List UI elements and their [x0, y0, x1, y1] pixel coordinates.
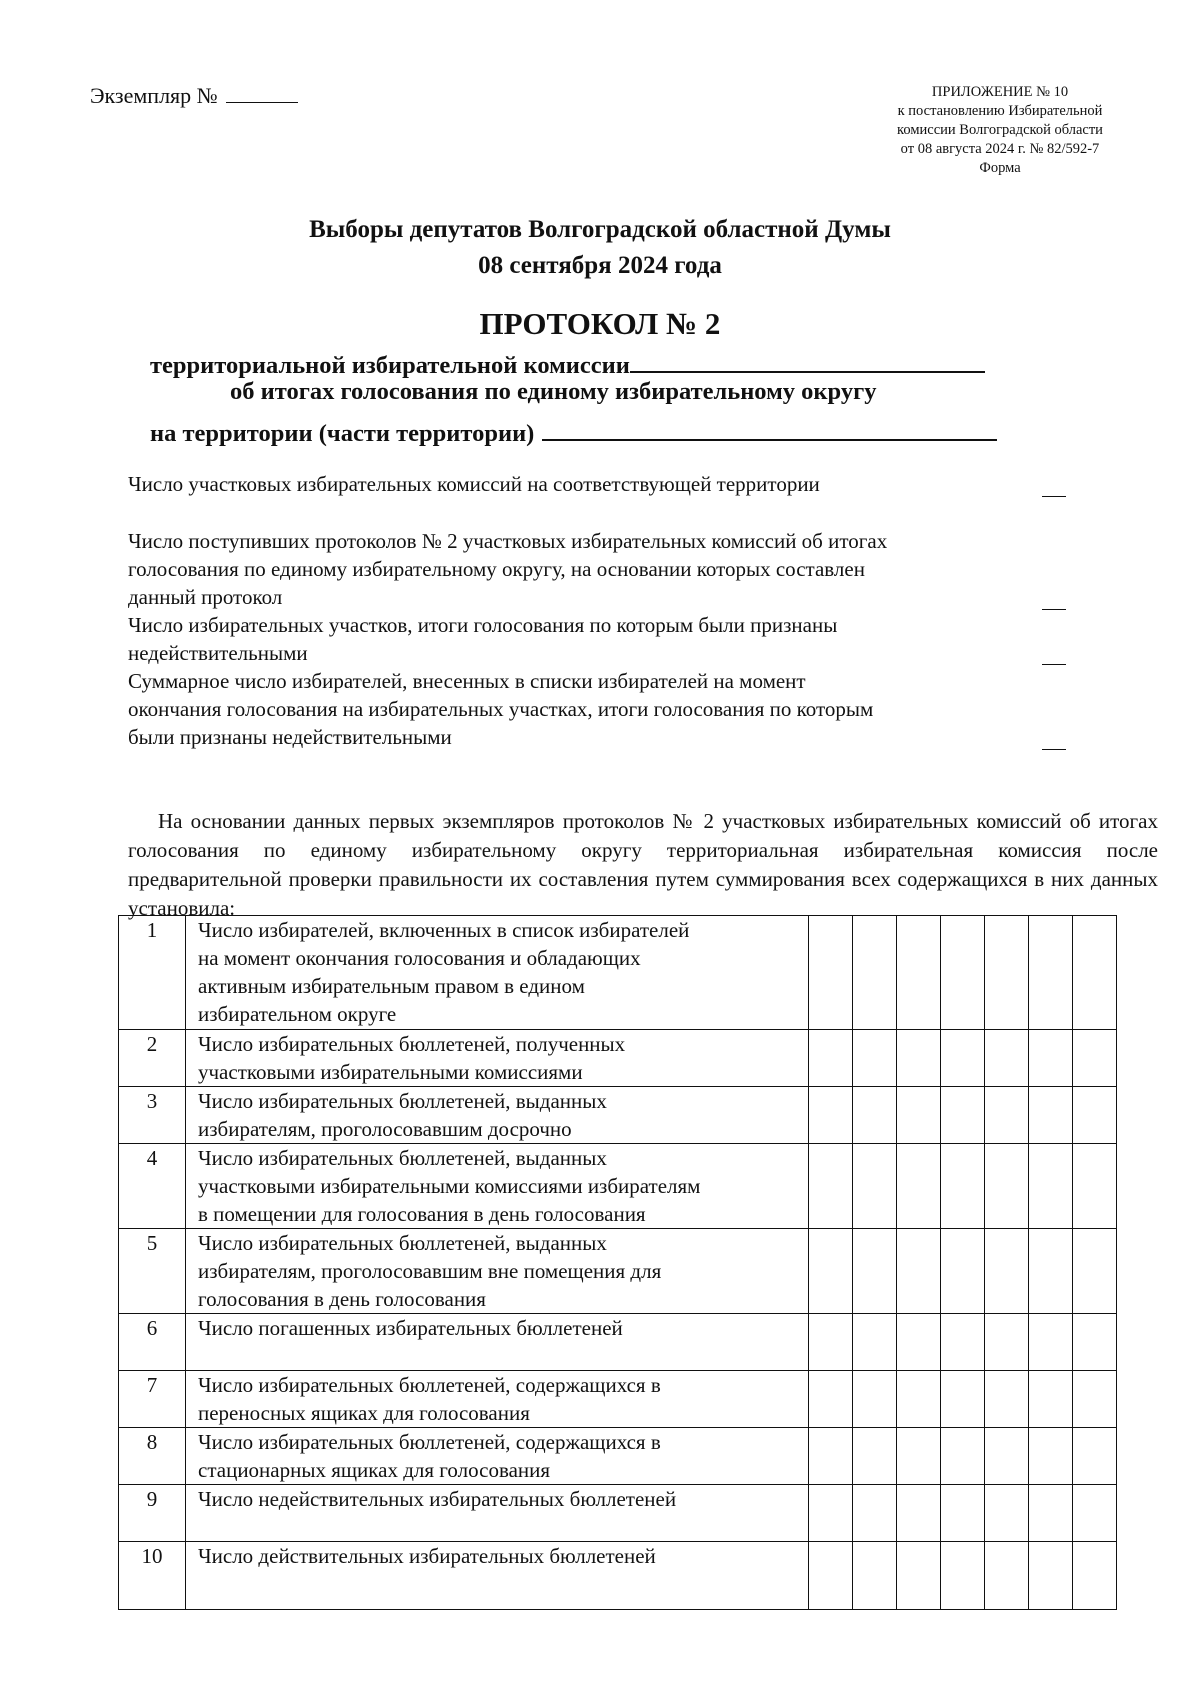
- digit-cell[interactable]: [941, 1314, 985, 1371]
- digit-cell[interactable]: [1029, 1144, 1073, 1229]
- digit-cell[interactable]: [809, 1314, 853, 1371]
- table-row: [119, 1087, 1117, 1144]
- row-number: 6: [119, 1314, 186, 1371]
- digit-cell[interactable]: [809, 1087, 853, 1144]
- row-label: [186, 1229, 809, 1314]
- digit-cell[interactable]: [809, 1542, 853, 1610]
- digit-cell[interactable]: [1073, 1087, 1117, 1144]
- territory-name-field[interactable]: [542, 413, 997, 441]
- row-label: [186, 1485, 809, 1542]
- digit-cell[interactable]: [1073, 1144, 1117, 1229]
- row-number: 3: [119, 1087, 186, 1144]
- digit-cell[interactable]: [897, 916, 941, 1030]
- digit-cell[interactable]: [897, 1371, 941, 1428]
- stat-value-field[interactable]: [1042, 609, 1066, 610]
- table-row: [119, 1229, 1117, 1314]
- results-table: [118, 915, 1117, 1610]
- row-number: 1: [119, 916, 186, 1030]
- row-label: [186, 1314, 809, 1371]
- copy-number-label: Экземпляр №: [90, 83, 218, 108]
- row-number: 4: [119, 1144, 186, 1229]
- digit-cell[interactable]: [897, 1485, 941, 1542]
- row-label-line: на момент окончания голосования и обладающих: [198, 946, 641, 970]
- digit-cell[interactable]: [897, 1144, 941, 1229]
- stat-commissions-count: [128, 470, 1028, 498]
- row-label-line: переносных ящиках для голосования: [198, 1401, 530, 1425]
- digit-cell[interactable]: [985, 1314, 1029, 1371]
- table-row: [119, 1314, 1117, 1371]
- stat-text: Число участковых избирательных комиссий на соответствующей территории: [128, 472, 820, 496]
- row-label-line: голосования в день голосования: [198, 1287, 486, 1311]
- digit-cell[interactable]: [809, 1030, 853, 1087]
- stat-protocols-received: [128, 527, 1028, 611]
- stat-invalid-precincts: [128, 611, 1028, 667]
- digit-cell[interactable]: [1073, 1542, 1117, 1610]
- stat-text: Число избирательных участков, итоги голосования по которым были признаны: [128, 613, 838, 637]
- row-label-line: Число избирательных бюллетеней, содержащихся в: [198, 1373, 661, 1397]
- row-label-line: в помещении для голосования в день голосования: [198, 1202, 646, 1226]
- stat-text: недействительными: [128, 641, 308, 665]
- row-label: [186, 1542, 809, 1610]
- row-label-line: Число недействительных избирательных бюллетеней: [198, 1487, 677, 1511]
- row-label-line: Число избирательных бюллетеней, содержащихся в: [198, 1430, 661, 1454]
- row-label: [186, 1428, 809, 1485]
- digit-cell[interactable]: [985, 916, 1029, 1030]
- table-row: [119, 1428, 1117, 1485]
- table-row: [119, 1371, 1117, 1428]
- digit-cell[interactable]: [1073, 1314, 1117, 1371]
- stat-invalid-voters: [128, 667, 1028, 751]
- row-number: 9: [119, 1485, 186, 1542]
- appendix-line: ПРИЛОЖЕНИЕ № 10: [931, 84, 1069, 100]
- row-label-line: Число избирательных бюллетеней, выданных: [198, 1231, 607, 1255]
- digit-cell[interactable]: [853, 1428, 897, 1485]
- digit-cell[interactable]: [897, 1314, 941, 1371]
- stat-value-field[interactable]: [1042, 496, 1066, 497]
- row-label: [186, 1087, 809, 1144]
- appendix-line: к постановлению Избирательной: [897, 103, 1103, 119]
- row-label-line: Число избирательных бюллетеней, выданных: [198, 1089, 607, 1113]
- digit-cell[interactable]: [809, 1229, 853, 1314]
- digit-cell[interactable]: [985, 1428, 1029, 1485]
- digit-cell[interactable]: [1073, 916, 1117, 1030]
- digit-cell[interactable]: [809, 1485, 853, 1542]
- row-label-line: избирателям, проголосовавшим вне помещения для: [198, 1259, 662, 1283]
- digit-cell[interactable]: [853, 1144, 897, 1229]
- table-row: [119, 1485, 1117, 1542]
- digit-cell[interactable]: [1029, 916, 1073, 1030]
- row-number: 5: [119, 1229, 186, 1314]
- stat-text: Число поступивших протоколов № 2 участковых избирательных комиссий об итогах: [128, 529, 888, 553]
- digit-cell[interactable]: [941, 1229, 985, 1314]
- row-number: 10: [119, 1542, 186, 1610]
- digit-cell[interactable]: [985, 1144, 1029, 1229]
- digit-cell[interactable]: [809, 1428, 853, 1485]
- digit-cell[interactable]: [941, 1371, 985, 1428]
- stat-text: голосования по единому избирательному округу, на основании которых составлен: [128, 557, 865, 581]
- digit-cell[interactable]: [1029, 1087, 1073, 1144]
- stat-text: окончания голосования на избирательных участках, итоги голосования по которым: [128, 697, 874, 721]
- digit-cell[interactable]: [1029, 1229, 1073, 1314]
- digit-cell[interactable]: [853, 1485, 897, 1542]
- row-number: 8: [119, 1428, 186, 1485]
- digit-cell[interactable]: [897, 1087, 941, 1144]
- digit-cell[interactable]: [1029, 1428, 1073, 1485]
- digit-cell[interactable]: [897, 1229, 941, 1314]
- digit-cell[interactable]: [1029, 1314, 1073, 1371]
- digit-cell[interactable]: [985, 1030, 1029, 1087]
- digit-cell[interactable]: [853, 1371, 897, 1428]
- row-label-line: избирательном округе: [198, 1002, 397, 1026]
- digit-cell[interactable]: [853, 1030, 897, 1087]
- digit-cell[interactable]: [1073, 1485, 1117, 1542]
- row-number: 7: [119, 1371, 186, 1428]
- digit-cell[interactable]: [853, 1087, 897, 1144]
- digit-cell[interactable]: [941, 1087, 985, 1144]
- election-heading: [0, 212, 1200, 284]
- appendix-line: комиссии Волгоградской области: [897, 122, 1103, 138]
- row-label-line: участковыми избирательными комиссиями: [198, 1060, 583, 1084]
- row-label-line: Число действительных избирательных бюллетеней: [198, 1544, 656, 1568]
- digit-cell[interactable]: [809, 1371, 853, 1428]
- digit-cell[interactable]: [985, 1542, 1029, 1610]
- table-row: [119, 916, 1117, 1030]
- copy-number-field[interactable]: [226, 84, 298, 103]
- row-label: [186, 916, 809, 1030]
- digit-cell[interactable]: [1073, 1428, 1117, 1485]
- row-label-line: активным избирательным правом в едином: [198, 974, 585, 998]
- digit-cell[interactable]: [809, 1144, 853, 1229]
- row-label-line: Число избирательных бюллетеней, полученных: [198, 1032, 626, 1056]
- digit-cell[interactable]: [985, 1229, 1029, 1314]
- digit-cell[interactable]: [1029, 1371, 1073, 1428]
- territory-label: на территории (части территории): [150, 420, 535, 447]
- digit-cell[interactable]: [1073, 1229, 1117, 1314]
- digit-cell[interactable]: [853, 1229, 897, 1314]
- intro-paragraph: На основании данных первых экземпляров протоколов № 2 участковых избирательных комиссий об итогах голосования по единому избирательному округу территориальная избирательная комиссия после предварительной проверки правильности их составления путем суммирования всех содержащихся в них данных установила:: [128, 809, 1158, 920]
- stat-value-field[interactable]: [1042, 749, 1066, 750]
- table-row: [119, 1030, 1117, 1087]
- protocol-subtitle-territory: [150, 413, 997, 448]
- protocol-title: ПРОТОКОЛ № 2: [479, 306, 721, 341]
- digit-cell[interactable]: [897, 1030, 941, 1087]
- digit-cell[interactable]: [941, 1485, 985, 1542]
- digit-cell[interactable]: [941, 1030, 985, 1087]
- protocol-subtitle-commission: [150, 345, 985, 380]
- digit-cell[interactable]: [1073, 1371, 1117, 1428]
- commission-name-field[interactable]: [630, 345, 985, 373]
- copy-number: [90, 83, 298, 109]
- stat-text: данный протокол: [128, 585, 283, 609]
- digit-cell[interactable]: [853, 916, 897, 1030]
- digit-cell[interactable]: [985, 1087, 1029, 1144]
- appendix-line: от 08 августа 2024 г. № 82/592-7: [900, 141, 1100, 157]
- stat-value-field[interactable]: [1042, 664, 1066, 665]
- protocol-subtitle-results: об итогах голосования по единому избирательному округу: [230, 378, 877, 405]
- row-label: [186, 1030, 809, 1087]
- table-row: [119, 1144, 1117, 1229]
- digit-cell[interactable]: [853, 1314, 897, 1371]
- election-title: Выборы депутатов Волгоградской областной Думы: [309, 216, 891, 243]
- digit-cell[interactable]: [853, 1542, 897, 1610]
- appendix-note: [850, 83, 1150, 178]
- commission-label: территориальной избирательной комиссии: [150, 352, 630, 379]
- row-number: 2: [119, 1030, 186, 1087]
- digit-cell[interactable]: [1073, 1030, 1117, 1087]
- appendix-line: Форма: [979, 160, 1021, 176]
- digit-cell[interactable]: [941, 1542, 985, 1610]
- row-label-line: Число избирателей, включенных в список избирателей: [198, 918, 690, 942]
- digit-cell[interactable]: [1029, 1030, 1073, 1087]
- table-row: [119, 1542, 1117, 1610]
- election-date: 08 сентября 2024 года: [478, 252, 722, 279]
- digit-cell[interactable]: [1029, 1485, 1073, 1542]
- row-label-line: участковыми избирательными комиссиями избирателям: [198, 1174, 701, 1198]
- row-label-line: Число погашенных избирательных бюллетеней: [198, 1316, 623, 1340]
- digit-cell[interactable]: [985, 1371, 1029, 1428]
- row-label-line: Число избирательных бюллетеней, выданных: [198, 1146, 607, 1170]
- stat-text: были признаны недействительными: [128, 725, 452, 749]
- digit-cell[interactable]: [897, 1542, 941, 1610]
- row-label: [186, 1371, 809, 1428]
- row-label-line: избирателям, проголосовавшим досрочно: [198, 1117, 572, 1141]
- digit-cell[interactable]: [941, 1428, 985, 1485]
- row-label-line: стационарных ящиках для голосования: [198, 1458, 551, 1482]
- stat-text: Суммарное число избирателей, внесенных в списки избирателей на момент: [128, 669, 806, 693]
- digit-cell[interactable]: [985, 1485, 1029, 1542]
- digit-cell[interactable]: [897, 1428, 941, 1485]
- digit-cell[interactable]: [1029, 1542, 1073, 1610]
- row-label: [186, 1144, 809, 1229]
- digit-cell[interactable]: [809, 916, 853, 1030]
- digit-cell[interactable]: [941, 1144, 985, 1229]
- digit-cell[interactable]: [941, 916, 985, 1030]
